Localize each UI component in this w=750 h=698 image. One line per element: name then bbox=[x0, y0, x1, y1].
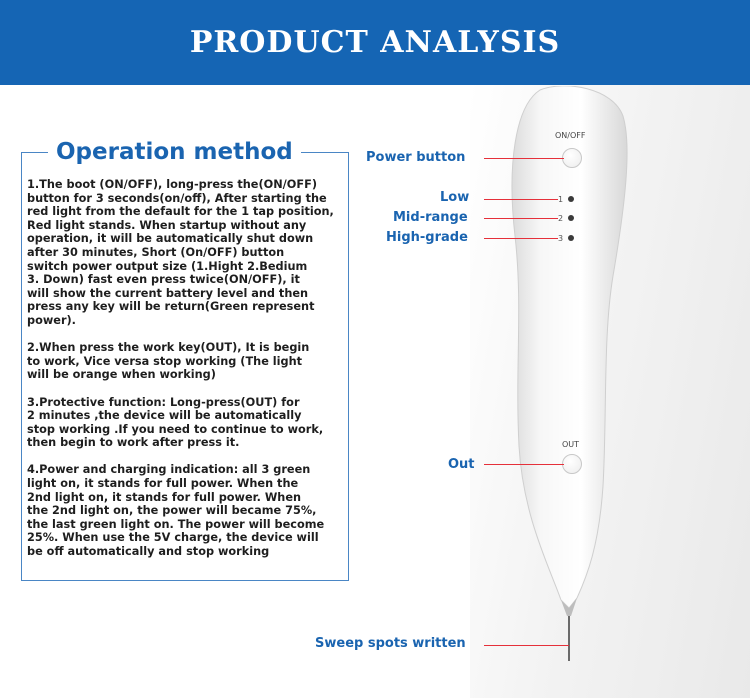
operation-title: Operation method bbox=[48, 136, 301, 168]
out-button[interactable] bbox=[562, 454, 582, 474]
page-title: PRODUCT ANALYSIS bbox=[189, 25, 561, 60]
label-power-button: Power button bbox=[366, 150, 466, 165]
operation-paragraph-4: 4.Power and charging indication: all 3 green light on, it stands for full power. When the 2nd light on, it stands for full power. When the 2nd light on, the power will became 75%, the last green light on. The power will become 25%. When use the 5V charge, the device will be off automatically and stop working bbox=[27, 463, 325, 559]
pen-device-image bbox=[495, 86, 645, 666]
leader-out bbox=[484, 464, 564, 465]
level-2-number: 2 bbox=[558, 214, 564, 223]
onoff-caption: ON/OFF bbox=[555, 131, 586, 140]
leader-mid-range bbox=[484, 218, 558, 219]
level-3-indicator bbox=[568, 235, 574, 241]
label-high-grade: High-grade bbox=[386, 230, 468, 245]
label-sweep: Sweep spots written bbox=[315, 636, 466, 651]
leader-sweep bbox=[484, 645, 569, 646]
label-low: Low bbox=[440, 190, 470, 205]
operation-paragraph-3: 3.Protective function: Long-press(OUT) for 2 minutes ,the device will be automatically stop working .If you need to continue to work, then begin to work after press it. bbox=[27, 395, 324, 450]
level-1-number: 1 bbox=[558, 195, 564, 204]
label-mid-range: Mid-range bbox=[393, 210, 468, 225]
operation-paragraph-1: 1.The boot (ON/OFF), long-press the(ON/OFF) button for 3 seconds(on/off), After starting the red light from the default for the 1 tap position, Red light stands. When startup without any operation, it will be automatically shut down after 30 minutes, Short (On/OFF) button switch power output size (1.Hight 2.Bedium 3. Down) fast even press twice(ON/OFF), it will show the current battery level and then press any key will be return(Green represent power). bbox=[27, 178, 334, 327]
level-3-number: 3 bbox=[558, 234, 564, 243]
header-banner bbox=[0, 0, 750, 85]
level-2-indicator bbox=[568, 215, 574, 221]
out-caption: OUT bbox=[562, 440, 580, 449]
level-1-indicator bbox=[568, 196, 574, 202]
leader-power-button bbox=[484, 158, 564, 159]
operation-paragraph-2: 2.When press the work key(OUT), It is begin to work, Vice versa stop working (The light will be orange when working) bbox=[27, 341, 310, 382]
label-out: Out bbox=[448, 457, 475, 472]
leader-high-grade bbox=[484, 238, 558, 239]
leader-low bbox=[484, 199, 558, 200]
power-button[interactable] bbox=[562, 148, 582, 168]
operation-text bbox=[27, 178, 352, 572]
